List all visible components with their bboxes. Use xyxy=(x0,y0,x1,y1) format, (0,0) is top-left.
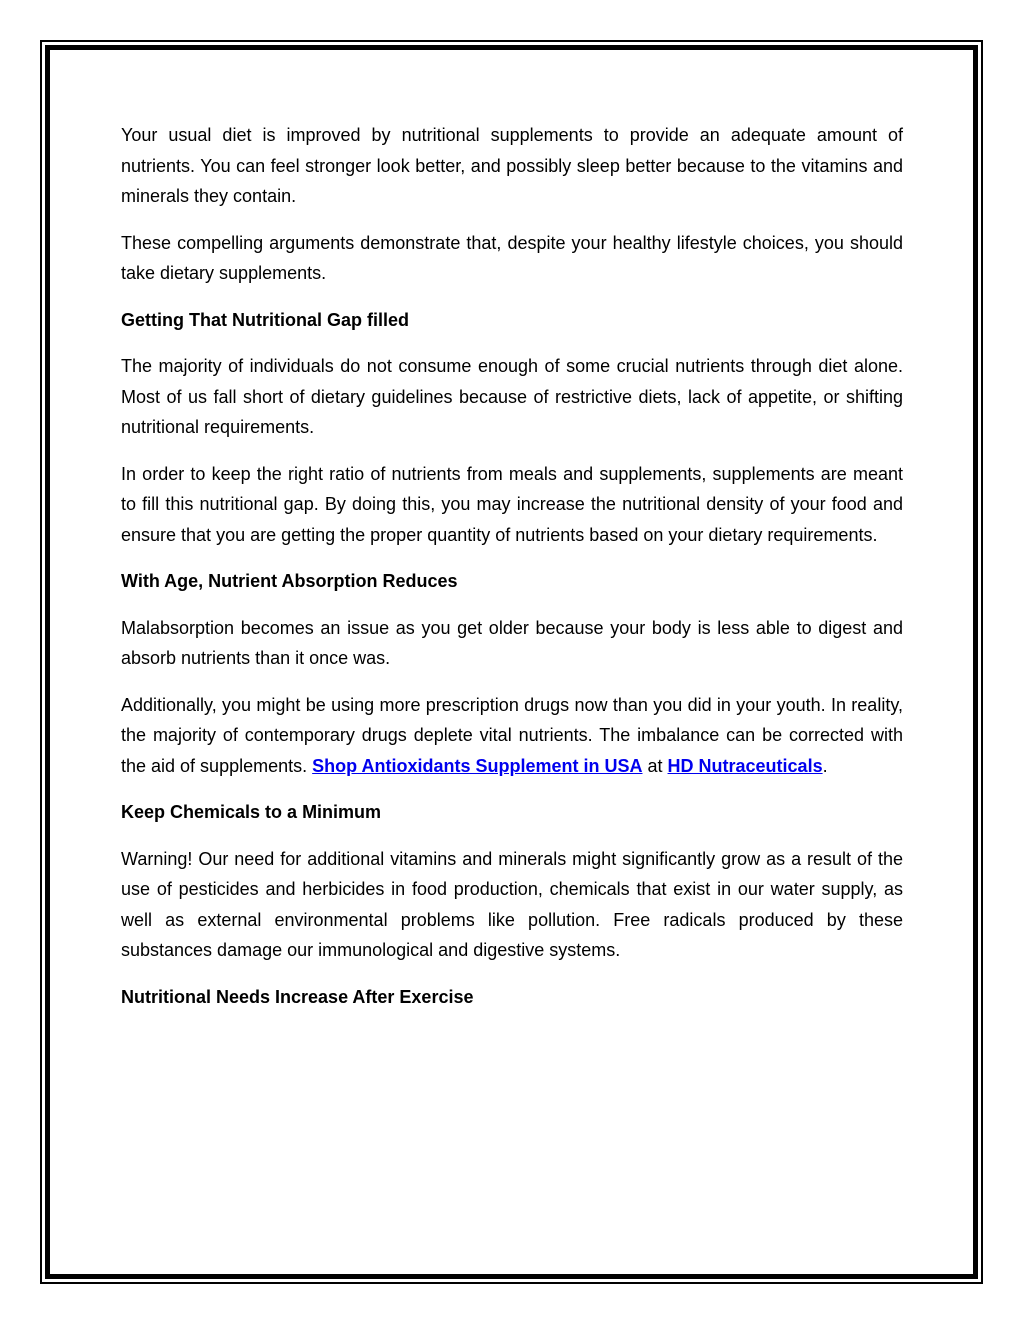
malabsorption-paragraph: Malabsorption becomes an issue as you get older because your body is less able to digest and absorb nutrients than it once was. xyxy=(121,617,903,668)
link-connector-text: at xyxy=(647,755,663,776)
nutrients-paragraph: The majority of individuals do not consume enough of some crucial nutrients through diet alone. Most of us fall short of dietary guidelines because of restrictive diets, lack of appetite, or shifting nutritional requirements. xyxy=(121,356,903,437)
arguments-paragraph: These compelling arguments demonstrate that, despite your healthy lifestyle choices, you should take dietary supplements. xyxy=(121,232,903,283)
gap-paragraph: In order to keep the right ratio of nutrients from meals and supplements, supplements are meant to fill this nutritional gap. By doing this, you may increase the nutritional density of your food and ensure that you are getting the proper quantity of nutrients based on your dietary requirements. xyxy=(121,463,903,545)
heading-exercise-needs: Nutritional Needs Increase After Exercise xyxy=(121,986,474,1007)
document-body xyxy=(121,120,903,1028)
heading-keep-chemicals: Keep Chemicals to a Minimum xyxy=(121,802,382,822)
prescription-text: Additionally, you might be using more prescription drugs now than you did in your youth. In reality, the majority of contemporary drugs deplete vital nutrients. The imbalance can be corrected with the aid of supplements. xyxy=(121,694,903,776)
sentence-end: . xyxy=(822,755,828,776)
prescription-paragraph xyxy=(121,690,903,782)
hd-nutraceuticals-link[interactable]: HD Nutraceuticals xyxy=(667,755,823,776)
shop-antioxidants-link[interactable]: Shop Antioxidants Supplement in USA xyxy=(312,755,643,776)
heading-nutrient-absorption: With Age, Nutrient Absorption Reduces xyxy=(121,571,458,591)
chemicals-paragraph: Warning! Our need for additional vitamins and minerals might significantly grow as a result of the use of pesticides and herbicides in food production, chemicals that exist in our water supply, as well as external environmental problems like pollution. Free radicals produced by these substances damage our immunological and digestive systems. xyxy=(121,848,903,960)
intro-paragraph: Your usual diet is improved by nutritional supplements to provide an adequate amount of nutrients. You can feel stronger look better, and possibly sleep better because to the vitamins and minerals they contain. xyxy=(121,125,903,206)
heading-nutritional-gap: Getting That Nutritional Gap filled xyxy=(121,309,409,330)
